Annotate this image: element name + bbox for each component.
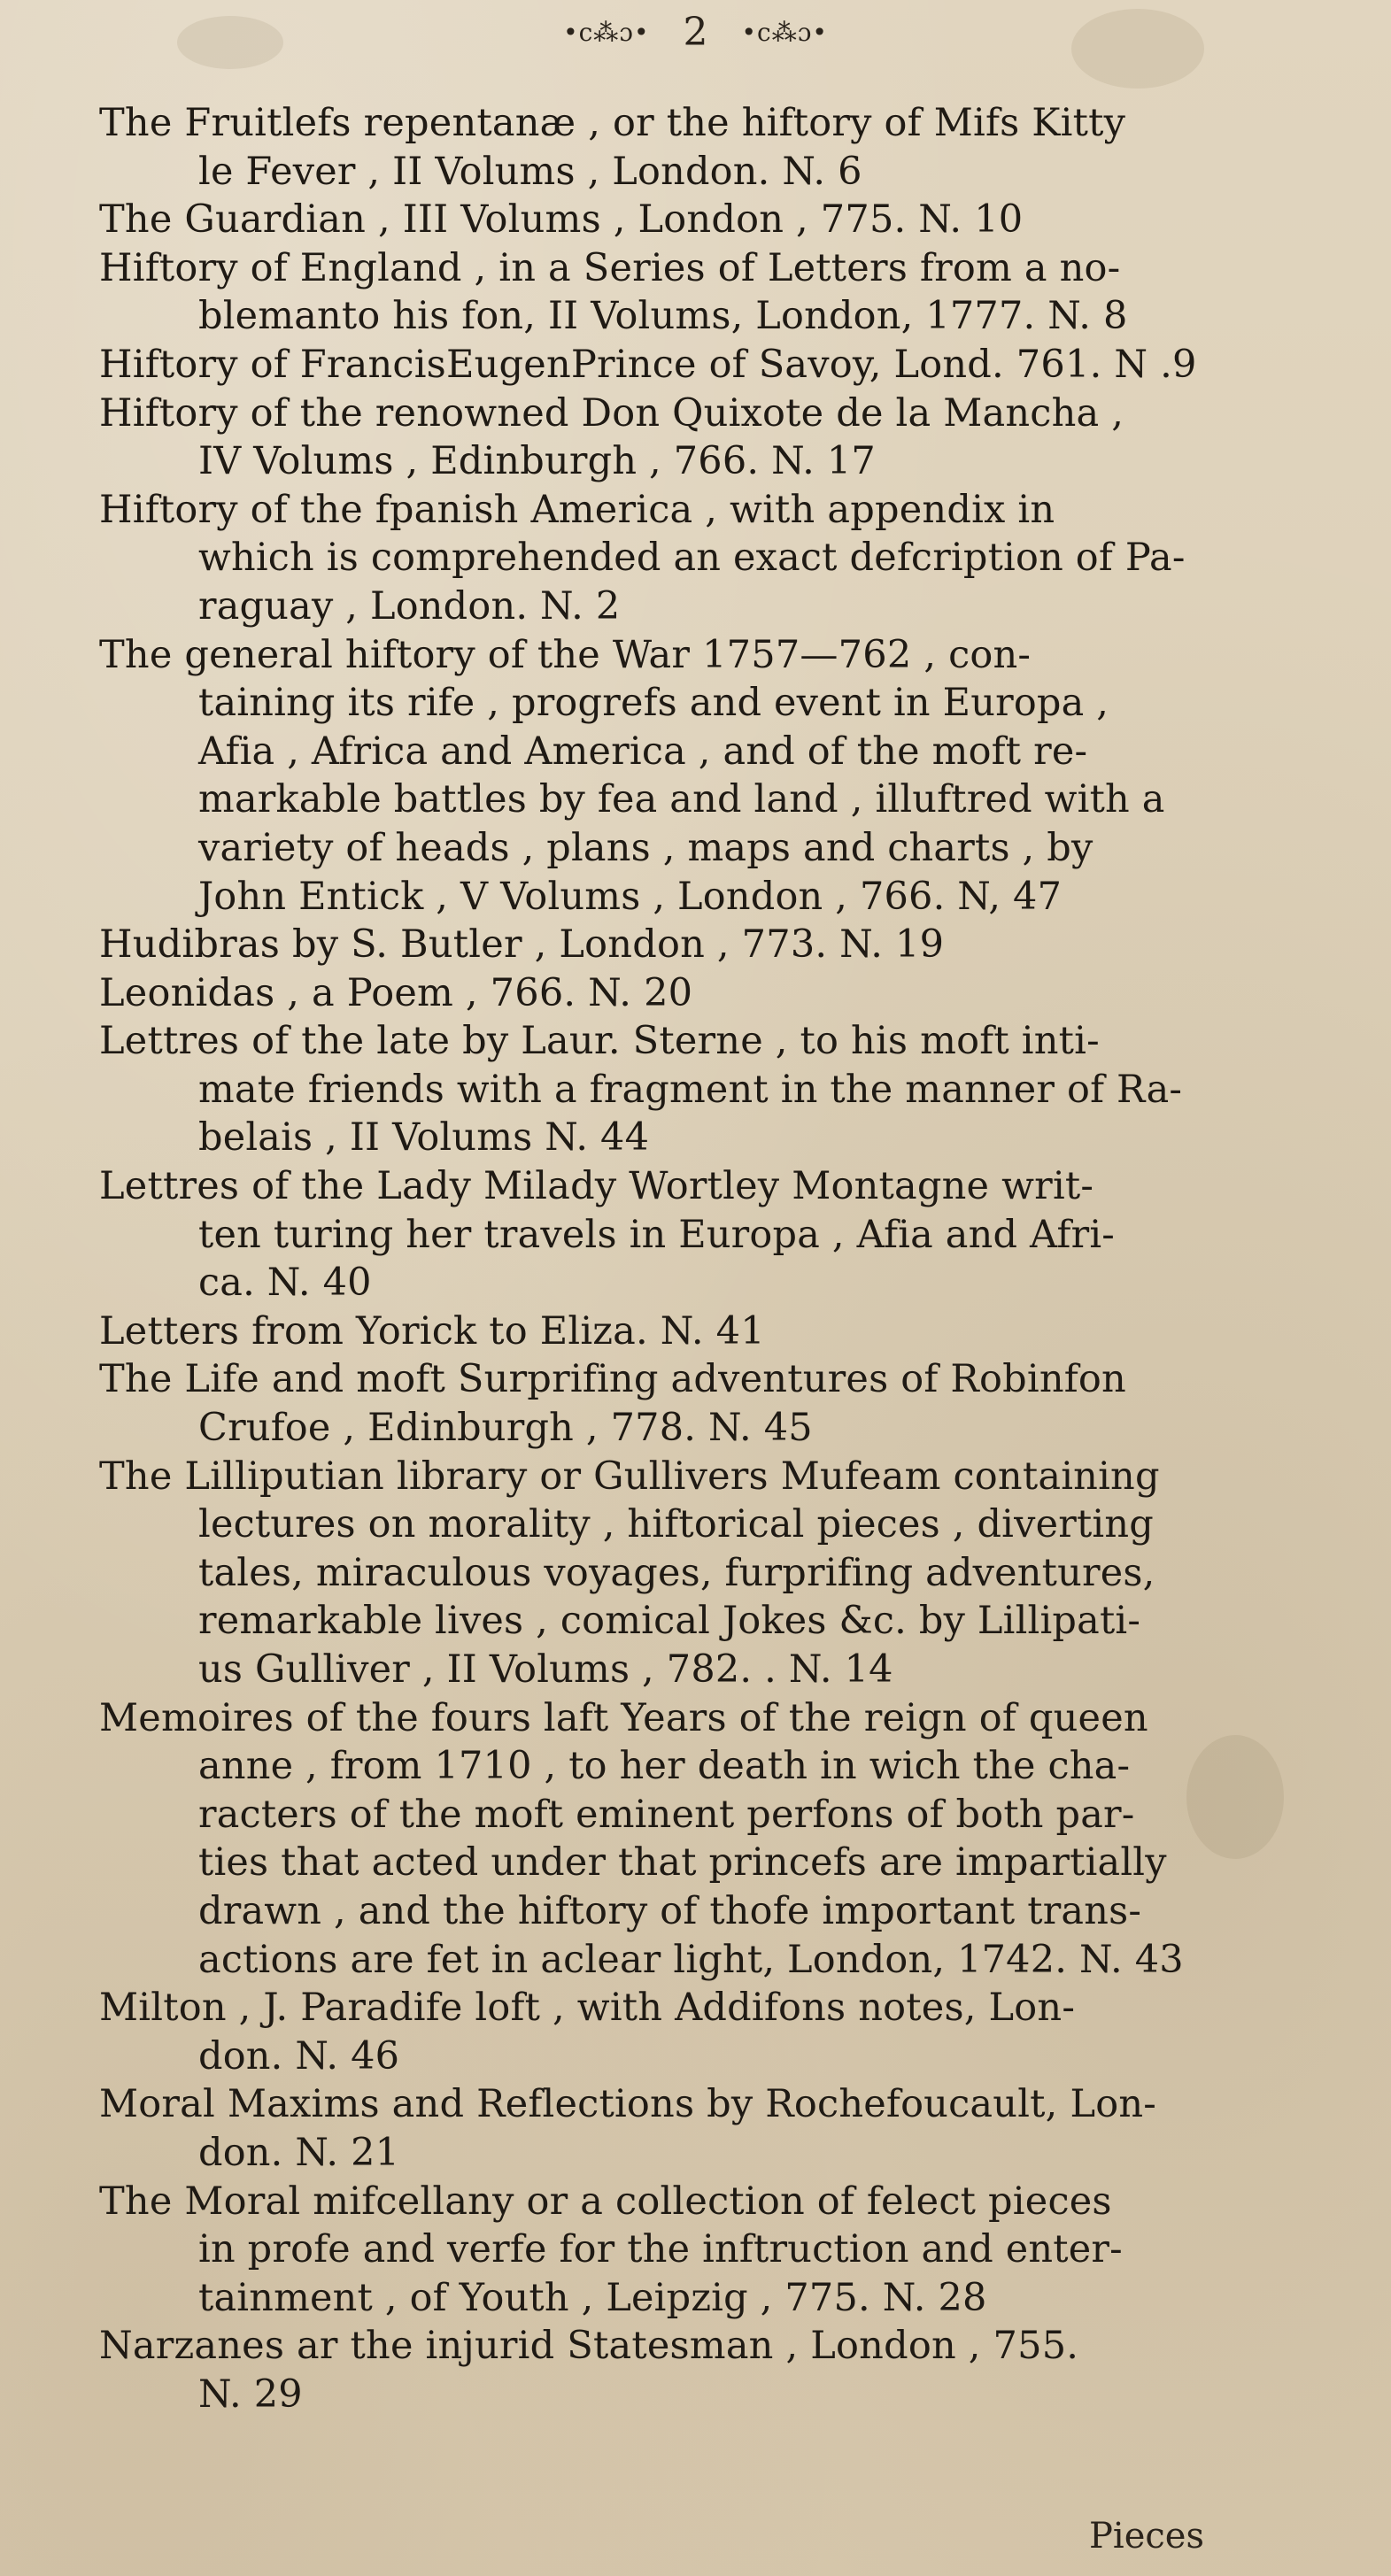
- entry-continuation-line: drawn , and the hiftory of thofe important trans-: [198, 1888, 1142, 1933]
- entry-continuation-line: anne , from 1710 , to her death in wich the cha-: [198, 1744, 1131, 1789]
- entry-title-line: The Lilliputian library or Gullivers Mufeam containing: [99, 1454, 1160, 1499]
- catalogue-entry: [0, 969, 1391, 1018]
- catalogue-entry: [0, 1453, 1391, 1694]
- catalogue-entry: [0, 244, 1391, 341]
- entry-continuation-line: which is comprehended an exact defcription of Pa-: [198, 536, 1186, 581]
- catalogue-entry: [0, 2178, 1391, 2323]
- entry-continuation-line: IV Volums , Edinburgh , 766. N. 17: [198, 439, 876, 484]
- entry-continuation-line: N. 29: [198, 2372, 303, 2417]
- entry-continuation-line: remarkable lives , comical Jokes &c. by Lillipati-: [198, 1599, 1141, 1644]
- entry-title-line: Hiftory of England , in a Series of Letters from a no-: [99, 245, 1121, 290]
- entry-title-line: Lettres of the Lady Milady Wortley Montagne writ-: [99, 1164, 1094, 1209]
- entry-continuation-line: tales, miraculous voyages, furprifing adventures,: [198, 1550, 1155, 1595]
- entry-continuation-line: ties that acted under that princefs are impartially: [198, 1840, 1167, 1886]
- entry-continuation-line: in profe and verfe for the inftruction and enter-: [198, 2227, 1123, 2272]
- entry-continuation-line: raguay , London. N. 2: [198, 583, 621, 629]
- entry-title-line: The Life and moft Surprifing adventures of Robinfon: [99, 1357, 1126, 1402]
- entry-continuation-line: variety of heads , plans , maps and charts , by: [198, 825, 1093, 870]
- entry-title-line: Hiftory of FrancisEugenPrince of Savoy, Lond. 761. N .9: [99, 342, 1197, 387]
- entry-title-line: Hiftory of the renowned Don Quixote de la Mancha ,: [99, 390, 1124, 436]
- entry-title-line: The Moral mifcellany or a collection of felect pieces: [99, 2179, 1112, 2224]
- catchword: Pieces: [1089, 2516, 1204, 2557]
- entry-continuation-line: taining its rife , progrefs and event in Europa ,: [198, 681, 1109, 726]
- entry-title-line: Narzanes ar the injurid Statesman , London , 755.: [99, 2324, 1079, 2369]
- entry-continuation-line: don. N. 46: [198, 2033, 400, 2079]
- catalogue-entry: [0, 2322, 1391, 2418]
- catalogue-entry: [0, 1017, 1391, 1162]
- entry-continuation-line: ten turing her travels in Europa , Afia and Afri-: [198, 1212, 1116, 1257]
- entry-title-line: Hiftory of the fpanish America , with appendix in: [99, 487, 1055, 532]
- catalogue-entry: [0, 196, 1391, 244]
- entry-continuation-line: Afia , Africa and America , and of the moft re-: [198, 729, 1088, 774]
- entry-title-line: The Fruitlefs repentanæ , or the hiftory of Mifs Kitty: [99, 101, 1126, 145]
- catalogue-entry: [0, 1307, 1391, 1356]
- ornament-right: •c⁂ɔ•: [741, 17, 828, 47]
- entry-continuation-line: le Fever , II Volums , London. N. 6: [198, 149, 862, 194]
- entry-continuation-line: John Entick , V Volums , London , 766. N, 47: [198, 874, 1063, 919]
- catalogue-entry: [0, 1162, 1391, 1307]
- entry-continuation-line: mate friends with a fragment in the manner of Ra-: [198, 1067, 1183, 1112]
- entry-title-line: Lettres of the late by Laur. Sterne , to his moft inti-: [99, 1019, 1100, 1064]
- entry-continuation-line: ca. N. 40: [198, 1261, 372, 1306]
- entry-continuation-line: blemanto his fon, II Volums, London, 1777. N. 8: [198, 294, 1128, 339]
- entry-continuation-line: racters of the moft eminent perfons of both par-: [198, 1792, 1135, 1837]
- entry-continuation-line: Crufoe , Edinburgh , 778. N. 45: [198, 1406, 813, 1451]
- entry-continuation-line: tainment , of Youth , Leipzig , 775. N. 28: [198, 2275, 987, 2320]
- catalogue-entries: [0, 99, 1391, 2419]
- catalogue-entry: [0, 921, 1391, 969]
- catalogue-entry: [0, 341, 1391, 389]
- catalogue-entry: [0, 1694, 1391, 1985]
- catalogue-entry: [0, 389, 1391, 486]
- entry-continuation-line: don. N. 21: [198, 2130, 400, 2175]
- entry-continuation-line: belais , II Volums N. 44: [198, 1115, 650, 1161]
- entry-title-line: Memoires of the fours laft Years of the reign of queen: [99, 1695, 1148, 1740]
- catalogue-entry: [0, 486, 1391, 631]
- entry-continuation-line: markable battles by fea and land , illuftred with a: [198, 777, 1165, 822]
- entry-title-line: Leonidas , a Poem , 766. N. 20: [99, 970, 693, 1015]
- ornament-left: •c⁂ɔ•: [563, 17, 650, 47]
- entry-continuation-line: us Gulliver , II Volums , 782. . N. 14: [198, 1647, 893, 1692]
- catalogue-entry: [0, 99, 1391, 196]
- entry-title-line: Letters from Yorick to Eliza. N. 41: [99, 1308, 765, 1354]
- catalogue-entry: [0, 1355, 1391, 1452]
- catalogue-entry: [0, 1984, 1391, 2080]
- entry-title-line: Hudibras by S. Butler , London , 773. N. 19: [99, 922, 945, 968]
- entry-title-line: The general hiftory of the War 1757—762 , con-: [99, 632, 1032, 677]
- catalogue-entry: [0, 631, 1391, 922]
- entry-title-line: Milton , J. Paradife loft , with Addifons notes, Lon-: [99, 1986, 1076, 2031]
- entry-continuation-line: actions are fet in aclear light, London, 1742. N. 43: [198, 1937, 1184, 1982]
- entry-continuation-line: lectures on morality , hiftorical pieces , diverting: [198, 1502, 1154, 1547]
- page-header: [0, 5, 1391, 58]
- entry-title-line: Moral Maxims and Reflections by Rochefoucault, Lon-: [99, 2082, 1157, 2127]
- entry-title-line: The Guardian , III Volums , London , 775. N. 10: [99, 197, 1024, 243]
- catalogue-entry: [0, 2080, 1391, 2177]
- page-number: 2: [683, 9, 708, 55]
